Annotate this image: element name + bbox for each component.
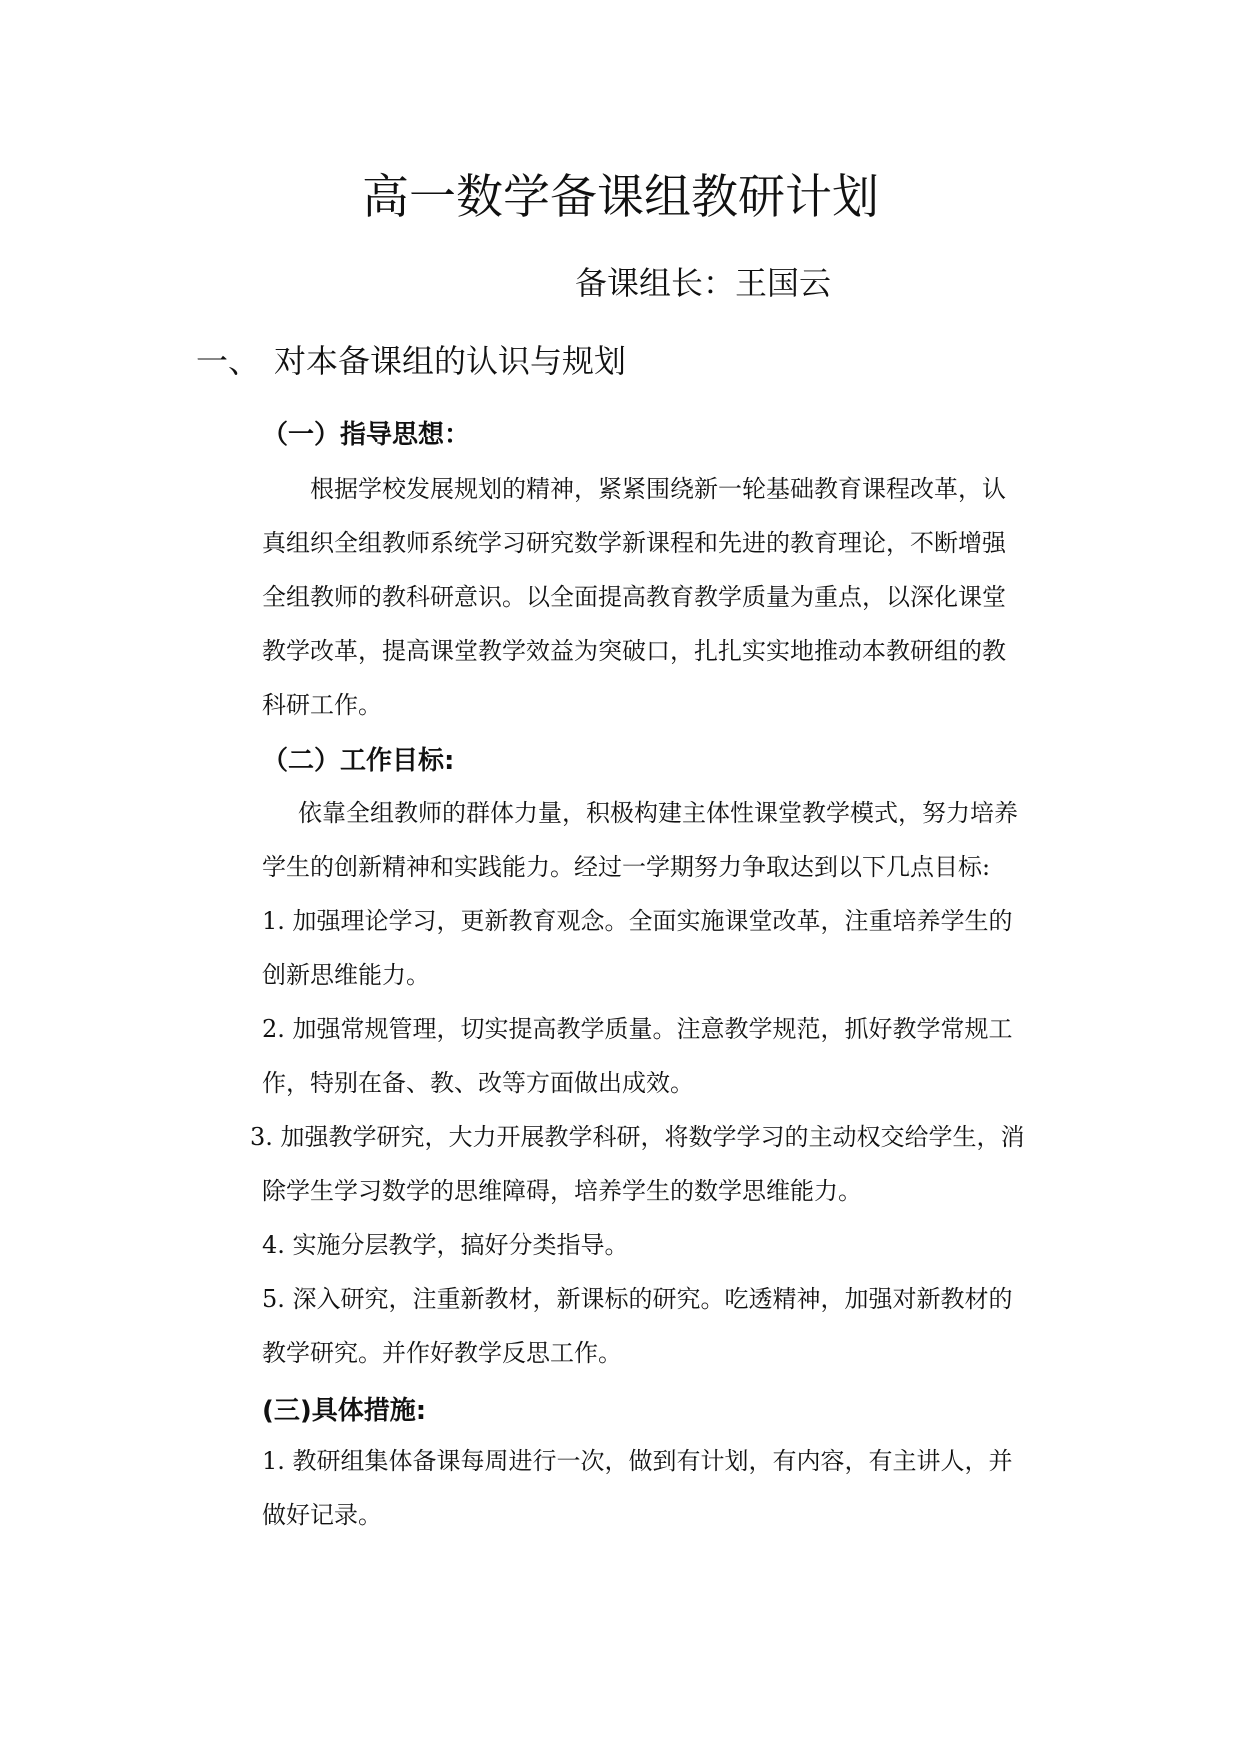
goal-item: 3. 加强教学研究，大力开展教学科研，将数学学习的主动权交给学生，消 [250, 1123, 1025, 1151]
goal-item-continuation: 作，特别在备、教、改等方面做出成效。 [262, 1069, 694, 1097]
goal-item: 5. 深入研究，注重新教材，新课标的研究。吃透精神，加强对新教材的 [262, 1285, 1013, 1313]
guiding-line: 根据学校发展规划的精神，紧紧围绕新一轮基础教育课程改革，认 [310, 475, 1006, 503]
document-title: 高一数学备课组教研计划 [362, 170, 879, 225]
goal-item: 1. 加强理论学习，更新教育观念。全面实施课堂改革，注重培养学生的 [262, 907, 1013, 935]
goals-intro-line: 学生的创新精神和实践能力。经过一学期努力争取达到以下几点目标: [262, 853, 991, 881]
goals-intro-line: 依靠全组教师的群体力量，积极构建主体性课堂教学模式，努力培养 [298, 799, 1018, 827]
goal-item-continuation: 创新思维能力。 [262, 961, 430, 989]
guiding-heading: （一）指导思想： [262, 420, 471, 450]
goal-item: 4. 实施分层教学，搞好分类指导。 [262, 1231, 629, 1259]
group-leader: 备课组长：王国云 [575, 264, 832, 302]
guiding-line: 真组织全组教师系统学习研究数学新课程和先进的教育理论，不断增强 [262, 529, 1006, 557]
section-1-heading [196, 336, 626, 382]
guiding-line: 教学改革，提高课堂教学效益为突破口，扎扎实实地推动本教研组的教 [262, 637, 1006, 665]
goals-heading: （二）工作目标: [262, 746, 455, 776]
goal-item-continuation: 除学生学习数学的思维障碍，培养学生的数学思维能力。 [262, 1177, 862, 1205]
measure-item-continuation: 做好记录。 [262, 1501, 382, 1529]
section-1-title: 对本备课组的认识与规划 [274, 342, 627, 380]
measure-item: 1. 教研组集体备课每周进行一次，做到有计划，有内容，有主讲人，并 [262, 1447, 1013, 1475]
measures-heading: (三)具体措施: [262, 1396, 427, 1426]
guiding-line: 科研工作。 [262, 691, 382, 719]
section-1-number: 一、 [196, 342, 261, 380]
goal-item-continuation: 教学研究。并作好教学反思工作。 [262, 1339, 622, 1367]
goal-item: 2. 加强常规管理，切实提高教学质量。注意教学规范，抓好教学常规工 [262, 1015, 1013, 1043]
guiding-line: 全组教师的教科研意识。以全面提高教育教学质量为重点，以深化课堂 [262, 583, 1006, 611]
